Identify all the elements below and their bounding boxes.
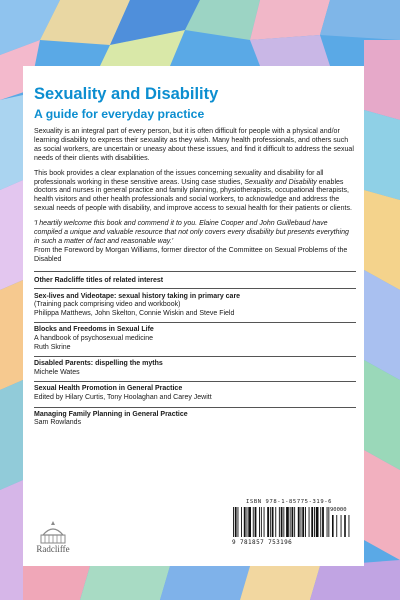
description-paragraph-2 (34, 170, 356, 215)
barcode-bar (248, 507, 251, 537)
barcode-bar (261, 507, 262, 537)
related-book (34, 360, 356, 377)
related-book-detail: Edited by Hilary Curtis, Tony Hoolaghan and Carey Jewitt (34, 394, 212, 402)
barcode-bar (322, 507, 324, 537)
book-subtitle: A guide for everyday practice (34, 107, 205, 121)
isbn-number: ISBN 978-1-85775-319-6 (246, 499, 333, 505)
publisher-logo (31, 519, 75, 559)
related-book-detail: Michele Wates (34, 368, 80, 376)
barcode-bar (290, 507, 291, 537)
related-book (34, 293, 356, 319)
related-book (34, 385, 356, 402)
related-book-detail: Ruth Skrine (34, 343, 71, 351)
related-book-title: Sex-lives and Videotape: sexual history taking in primary care (34, 292, 241, 300)
barcode-bar (270, 507, 271, 537)
divider-rule (34, 271, 356, 272)
barcode-bar (279, 507, 280, 537)
paragraph-2-before: This book provides a clear explanation of the issues concerning sexuality and disability for all professionals working in these sensitive areas. Using case studies, (34, 169, 324, 186)
barcode-bar (314, 507, 315, 537)
radcliffe-building-icon (31, 519, 75, 545)
barcode-addon-bar (349, 515, 350, 537)
barcode-bar (301, 507, 302, 537)
book-divider (34, 356, 356, 357)
barcode-bar (309, 507, 310, 537)
barcode-bar (247, 507, 248, 537)
related-book-detail: Sam Rowlands (34, 419, 82, 427)
quote-text: 'I heartily welcome this book and commend it to you. Elaine Cooper and John Guillebaud have compiled a unique and valuable resource that not only covers every disability but presents everything in such a matter of fact and reasonable way.' (34, 220, 349, 245)
barcode-bar (294, 507, 295, 537)
barcode-bar (253, 507, 254, 537)
other-titles-heading: Other Radcliffe titles of related interest (34, 276, 164, 284)
related-book (34, 411, 356, 428)
barcode-addon-bar (341, 515, 342, 537)
barcode-bar (281, 507, 283, 537)
paragraph-2-after: enables doctors and nurses in general practice and family planning, physiotherapists, occupational therapists, health visitors and other health professionals and social workers, to acknowledge and address the sexual needs of people with disability, and improve access to sexual health for their patients or clients. (34, 178, 352, 213)
barcode-bar (255, 507, 257, 537)
book-divider (34, 381, 356, 382)
barcode-bar (241, 507, 242, 537)
book-title: Sexuality and Disability (34, 85, 219, 103)
barcode (228, 498, 359, 553)
related-books-list (34, 293, 356, 428)
barcode-bar (286, 507, 289, 537)
barcode-addon: 90000 (330, 507, 347, 513)
barcode-bar (233, 507, 234, 537)
description-paragraph-1: Sexuality is an integral part of every person, but it is often difficult for people with a physical and/or learning disability to express their sexuality as they wish. Many health professionals, and others such as social workers, are uncertain or uneasy about these issues, and find it difficult to address the sexual needs of their clients with disabilities. (34, 128, 354, 162)
related-book-detail: Philippa Matthews, John Skelton, Connie Wiskin and Steve Field (34, 309, 235, 317)
barcode-addon-bar (332, 515, 334, 537)
paragraph-2-italic-title: Sexuality and Disability (244, 178, 317, 186)
barcode-bar (320, 507, 321, 537)
barcode-bar (235, 507, 237, 537)
related-book-title: Blocks and Freedoms in Sexual Life (34, 326, 154, 334)
divider-rule-2 (34, 288, 356, 289)
barcode-bar (316, 507, 319, 537)
related-book-title: Managing Family Planning in General Practice (34, 410, 188, 418)
barcode-bar (292, 507, 294, 537)
back-cover-panel (23, 66, 364, 566)
barcode-bar (272, 507, 274, 537)
foreword-quote (34, 220, 356, 247)
barcode-addon-bar (344, 515, 346, 537)
book-divider (34, 407, 356, 408)
barcode-bar (264, 507, 265, 537)
barcode-bar (305, 507, 306, 537)
book-divider (34, 322, 356, 323)
ean-digits: 9 781857 753196 (232, 539, 293, 546)
barcode-bar (311, 507, 313, 537)
barcode-bar (267, 507, 269, 537)
related-book-detail: A handbook of psychosexual medicine (34, 335, 154, 343)
barcode-bar (238, 507, 239, 537)
barcode-bar (298, 507, 300, 537)
related-book-detail: (Training pack comprising video and workbook) (34, 301, 181, 309)
barcode-bar (283, 507, 284, 537)
quote-attribution: From the Foreword by Morgan Williams, former director of the Committee on Sexual Problems of the Disabled (34, 246, 348, 263)
related-book (34, 326, 356, 352)
related-book-title: Sexual Health Promotion in General Practice (34, 385, 183, 393)
barcode-bar (275, 507, 276, 537)
barcode-bar (327, 507, 328, 537)
publisher-name: Radcliffe (36, 544, 70, 554)
barcode-bar (302, 507, 304, 537)
related-book-title: Disabled Parents: dispelling the myths (34, 360, 163, 368)
barcode-addon-bar (336, 515, 337, 537)
barcode-bar (259, 507, 260, 537)
barcode-bar (244, 507, 246, 537)
